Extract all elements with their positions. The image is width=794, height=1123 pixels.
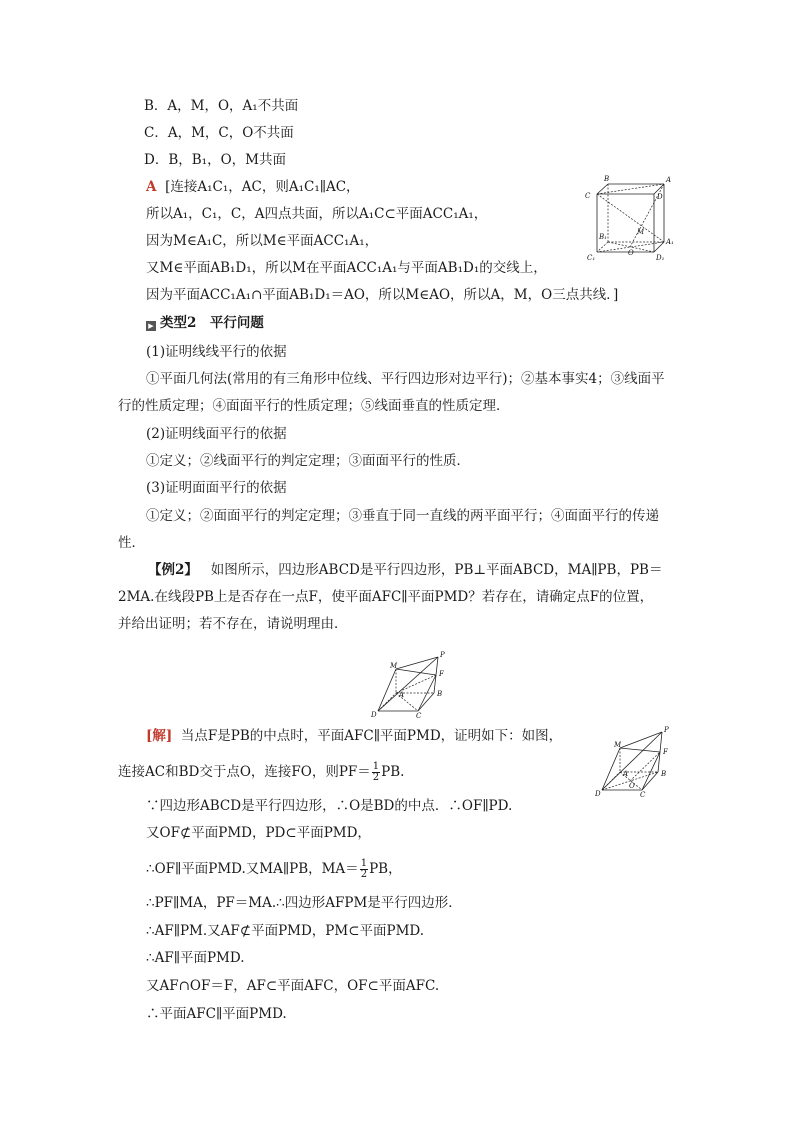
half-fraction-2: $\frac{1}{2}$ (360, 858, 368, 880)
basis-3-line-1: ①定义；②面面平行的判定定理；③垂直于同一直线的两平面平行；④面面平行的传递 (146, 508, 659, 524)
cube-label-d1: D₁ (656, 254, 665, 262)
cube-figure (582, 172, 684, 264)
cube-label-m: M (637, 228, 645, 236)
cube-label-b1: B₁ (599, 233, 607, 241)
example-line-3: 并给出证明；若不存在，请说明理由． (118, 616, 348, 632)
answer-line-2: 所以A₁，C₁，C，A四点共面，所以A₁C⊂平面ACC₁A₁， (146, 206, 488, 222)
answer-line-3: 因为M∈A₁C，所以M∈平面ACC₁A₁， (146, 233, 379, 249)
pyr2-label-a: A (623, 770, 629, 778)
section-heading: ▶ 类型2 平行问题 (146, 314, 264, 332)
pyr2-label-p: P (664, 726, 669, 734)
answer-line-1: A [连接A₁C₁，AC，则A₁C₁∥AC， (146, 179, 360, 195)
play-icon: ▶ (146, 321, 156, 331)
cube-label-o: O (628, 249, 634, 257)
pyr-label-m: M (390, 662, 398, 670)
solution-line-10: ∴平面AFC∥平面PMD. (146, 1006, 287, 1022)
cube-label-b: B (604, 175, 610, 183)
pyr2-label-m: M (614, 741, 622, 749)
solution-line-3: ∵四边形ABCD是平行四边形，∴O是BD的中点．∴OF∥PD. (146, 798, 513, 814)
basis-2-line-1: ①定义；②线面平行的判定定理；③面面平行的性质． (146, 453, 470, 469)
pyr-label-f: F (439, 670, 444, 678)
subheading-3: (3)证明面面平行的依据 (146, 480, 287, 496)
option-d: D．B，B₁，O，M共面 (144, 152, 286, 168)
pyr-label-a: A (399, 691, 405, 699)
pyr-label-p: P (440, 651, 445, 659)
solution-tag: [解] (146, 728, 173, 744)
basis-1-line-2: 行的性质定理；④面面平行的性质定理；⑤线面垂直的性质定理． (118, 398, 510, 414)
solution-line-5: ∴OF∥平面PMD.又MA∥PB，MA＝ $\frac{1}{2}$ PB， (146, 858, 402, 880)
cube-label-c1: C₁ (587, 254, 596, 262)
pyr2-label-f: F (663, 748, 668, 756)
cube-label-d: D (657, 193, 663, 201)
solution-line-9: 又AF∩OF＝F，AF⊂平面AFC，OF⊂平面AFC. (146, 978, 440, 994)
solution-line-2: 连接AC和BD交于点O，连接FO，则PF＝ $\frac{1}{2}$ PB. (118, 761, 405, 783)
pyramid-figure (366, 649, 460, 719)
pyr-label-b: B (437, 690, 443, 698)
solution-line-8: ∴AF∥平面PMD. (146, 950, 245, 966)
answer-tag: A (146, 179, 157, 195)
cube-label-a1: A₁ (666, 238, 674, 246)
pyr2-label-o: O (629, 782, 635, 790)
answer-line-4: 又M∈平面AB₁D₁，所以M在平面ACC₁A₁与平面AB₁D₁的交线上， (146, 260, 547, 276)
example-line-2: 2MA.在线段PB上是否存在一点F，使平面AFC∥平面PMD？若存在，请确定点F的位置， (118, 589, 654, 605)
cube-label-c: C (585, 192, 591, 200)
pyr2-label-b: B (661, 770, 667, 778)
half-fraction: $\frac{1}{2}$ (372, 761, 380, 783)
basis-1-line-1: ①平面几何法(常用的有三角形中位线、平行四边形对边平行)；②基本事实4；③线面平 (146, 371, 665, 387)
solution-line-4: 又OF⊄平面PMD，PD⊂平面PMD， (146, 825, 371, 841)
solution-line-7: ∴AF∥PM.又AF⊄平面PMD，PM⊂平面PMD. (146, 923, 425, 939)
example-line-1: 【例2】 如图所示，四边形ABCD是平行四边形，PB⊥平面ABCD，MA∥PB，PB＝ (148, 562, 663, 578)
cube-label-a: A (666, 176, 672, 184)
option-b: B．A，M，O，A₁不共面 (144, 98, 299, 114)
pyr2-label-d: D (595, 790, 601, 798)
option-c: C．A，M，C，O不共面 (144, 125, 294, 141)
subheading-2: (2)证明线面平行的依据 (146, 426, 287, 442)
solution-line-1: [解] 当点F是PB的中点时，平面AFC∥平面PMD，证明如下：如图， (146, 728, 563, 744)
example-tag: 【例2】 (148, 562, 198, 578)
basis-3-line-2: 性． (118, 535, 145, 551)
solution-line-6: ∴PF∥MA，PF＝MA.∴四边形AFPM是平行四边形． (146, 895, 462, 911)
pyr-label-d: D (371, 711, 377, 719)
pyramid-figure-2 (592, 724, 686, 798)
pyr2-label-c: C (640, 791, 646, 798)
answer-line-5: 因为平面ACC₁A₁∩平面AB₁D₁＝AO，所以M∈AO，所以A，M，O三点共线．] (146, 287, 619, 303)
subheading-1: (1)证明线线平行的依据 (146, 344, 287, 360)
pyr-label-c: C (416, 712, 422, 719)
